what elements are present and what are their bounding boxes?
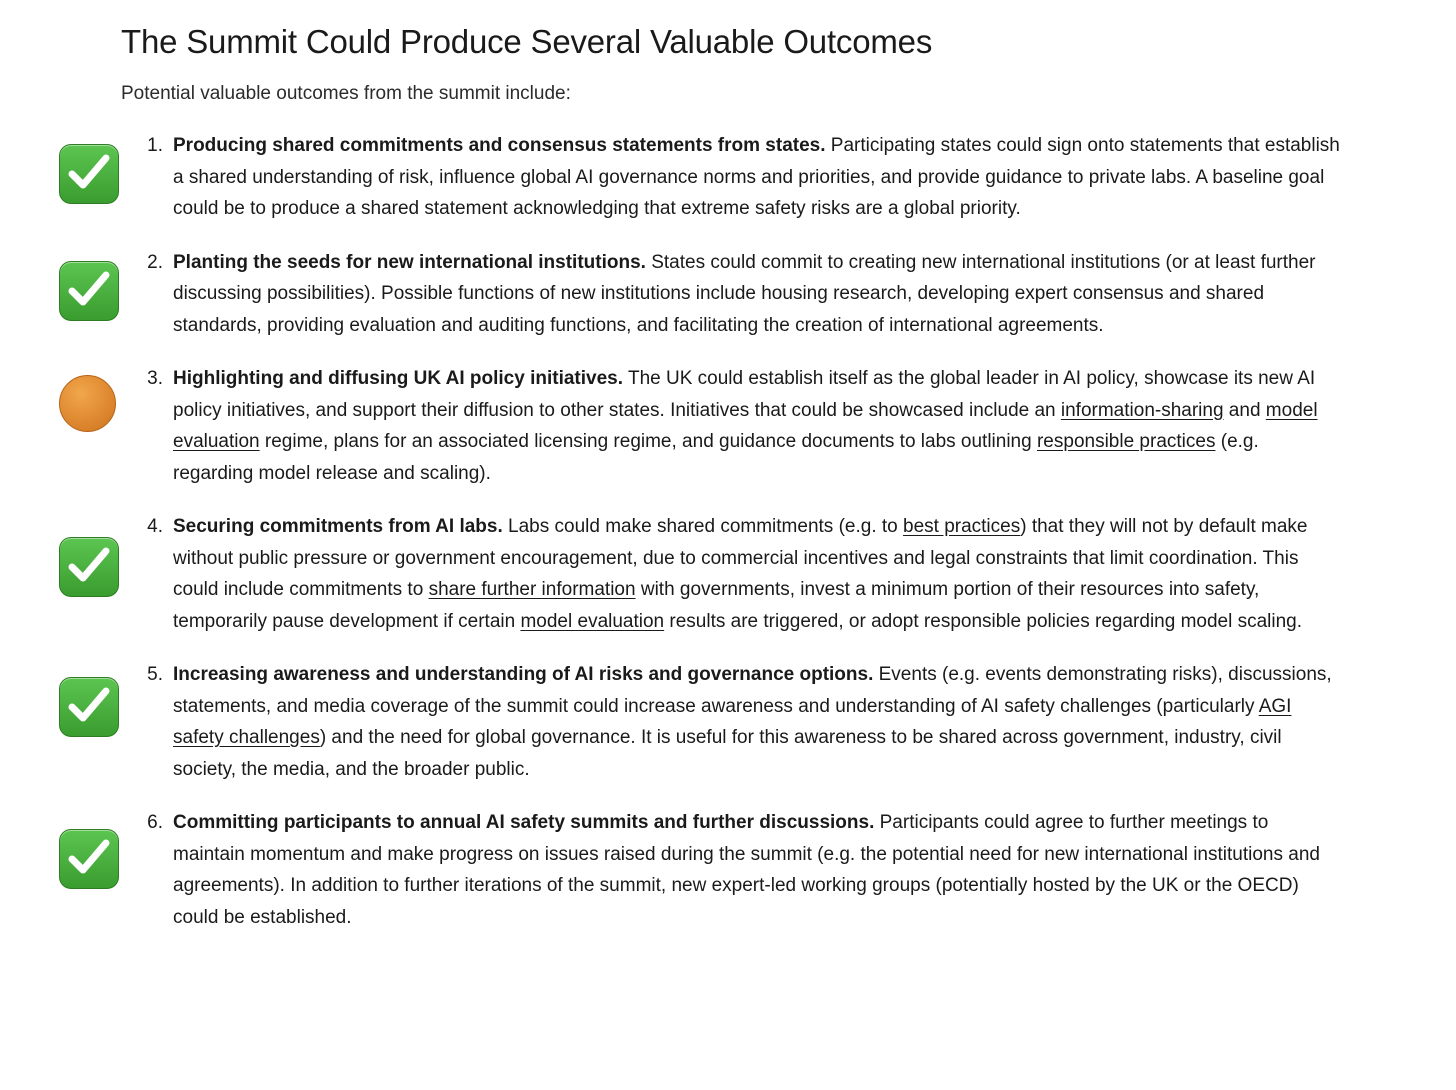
inline-link[interactable]: information-sharing (1060, 399, 1224, 421)
list-item-number: 5. (147, 664, 163, 685)
orange-circle-icon (59, 375, 116, 432)
list-item-body (173, 130, 1341, 225)
inline-link[interactable]: share further information (428, 579, 636, 600)
list-item-body: Highlighting and diffusing UK AI policy initiatives. The UK could establish itself as the global leader in AI policy, showcase its new AI policy initiatives, and support their diffusion to other states. Initiatives that could be showcased include an information-sharing and model evaluation regime, plans for an associated licensing regime, and guidance documents to labs outlining responsible practices (e.g. regarding model release and scaling). (173, 368, 1318, 484)
list-item-number: 6. (147, 812, 163, 833)
list-item-body: Increasing awareness and understanding of AI risks and governance options. Events (e.g. events demonstrating risks), discussions, statements, and media coverage of the summit could increase awareness and understanding of AI safety challenges (particularly AGI safety challenges) and the need for global governance. It is useful for this awareness to be shared across government, industry, civil society, the media, and the broader public. (173, 664, 1332, 780)
list-item (0, 511, 1456, 637)
list-item-text: States could commit to creating new international institutions (or at least further discussing possibilities). Possible functions of new institutions include housing research, developing expert consensus and shared standards, providing evaluation and auditing functions, and facilitating the creation of international agreements. (173, 251, 1316, 336)
list-item-heading: Planting the seeds for new international institutions. (173, 251, 646, 273)
green-check-icon (59, 261, 119, 321)
list-item-heading: Increasing awareness and understanding of AI risks and governance options. (173, 664, 874, 685)
list-item-body (173, 807, 1341, 933)
green-check-icon (59, 537, 119, 597)
list-item-heading: Committing participants to annual AI safety summits and further discussions. (173, 812, 875, 833)
list-item-text: Participants could agree to further meetings to maintain momentum and make progress on issues raised during the summit (e.g. the potential need for new international institutions and agreements). In addition to further iterations of the summit, new expert-led working groups (potentially hosted by the UK or the OECD) could be established. (173, 812, 1320, 928)
list-item (0, 247, 1456, 342)
list-item-heading: Highlighting and diffusing UK AI policy initiatives. (173, 368, 624, 389)
inline-link[interactable]: AGI safety challenges (173, 695, 1292, 748)
green-check-icon (59, 677, 119, 737)
list-item (0, 363, 1456, 489)
intro-paragraph: Potential valuable outcomes from the summit include: (121, 83, 571, 104)
inline-link[interactable]: responsible practices (1036, 431, 1216, 452)
list-item-heading: Producing shared commitments and consensus statements from states. (173, 135, 826, 156)
list-item-number: 2. (147, 251, 163, 273)
list-item-number: 1. (147, 135, 163, 156)
list-item-body: Securing commitments from AI labs. Labs could make shared commitments (e.g. to best practices) that they will not by default make without public pressure or government encouragement, due to commercial incentives and legal constraints that limit coordination. This could include commitments to share further information with governments, invest a minimum portion of their resources into safety, temporarily pause development if certain model evaluation results are triggered, or adopt responsible policies regarding model scaling. (173, 516, 1308, 632)
list-item-number: 3. (147, 368, 163, 389)
list-item-heading: Securing commitments from AI labs. (173, 516, 503, 537)
green-check-icon (59, 829, 119, 889)
list-item (0, 659, 1456, 785)
list-item-text: Participating states could sign onto statements that establish a shared understanding of risk, influence global AI governance norms and priorities, and provide guidance to private labs. A baseline goal could be to produce a shared statement acknowledging that extreme safety risks are a global priority. (173, 135, 1340, 219)
list-item (0, 807, 1456, 933)
page-title: The Summit Could Produce Several Valuable Outcomes (121, 23, 933, 60)
outcomes-list (0, 130, 1456, 933)
inline-link[interactable]: model evaluation (173, 399, 1318, 452)
inline-link[interactable]: model evaluation (520, 610, 665, 632)
list-item-body (173, 247, 1341, 342)
list-item (0, 130, 1456, 225)
inline-link[interactable]: best practices (903, 516, 1021, 537)
green-check-icon (59, 144, 119, 204)
list-item-number: 4. (147, 516, 163, 537)
